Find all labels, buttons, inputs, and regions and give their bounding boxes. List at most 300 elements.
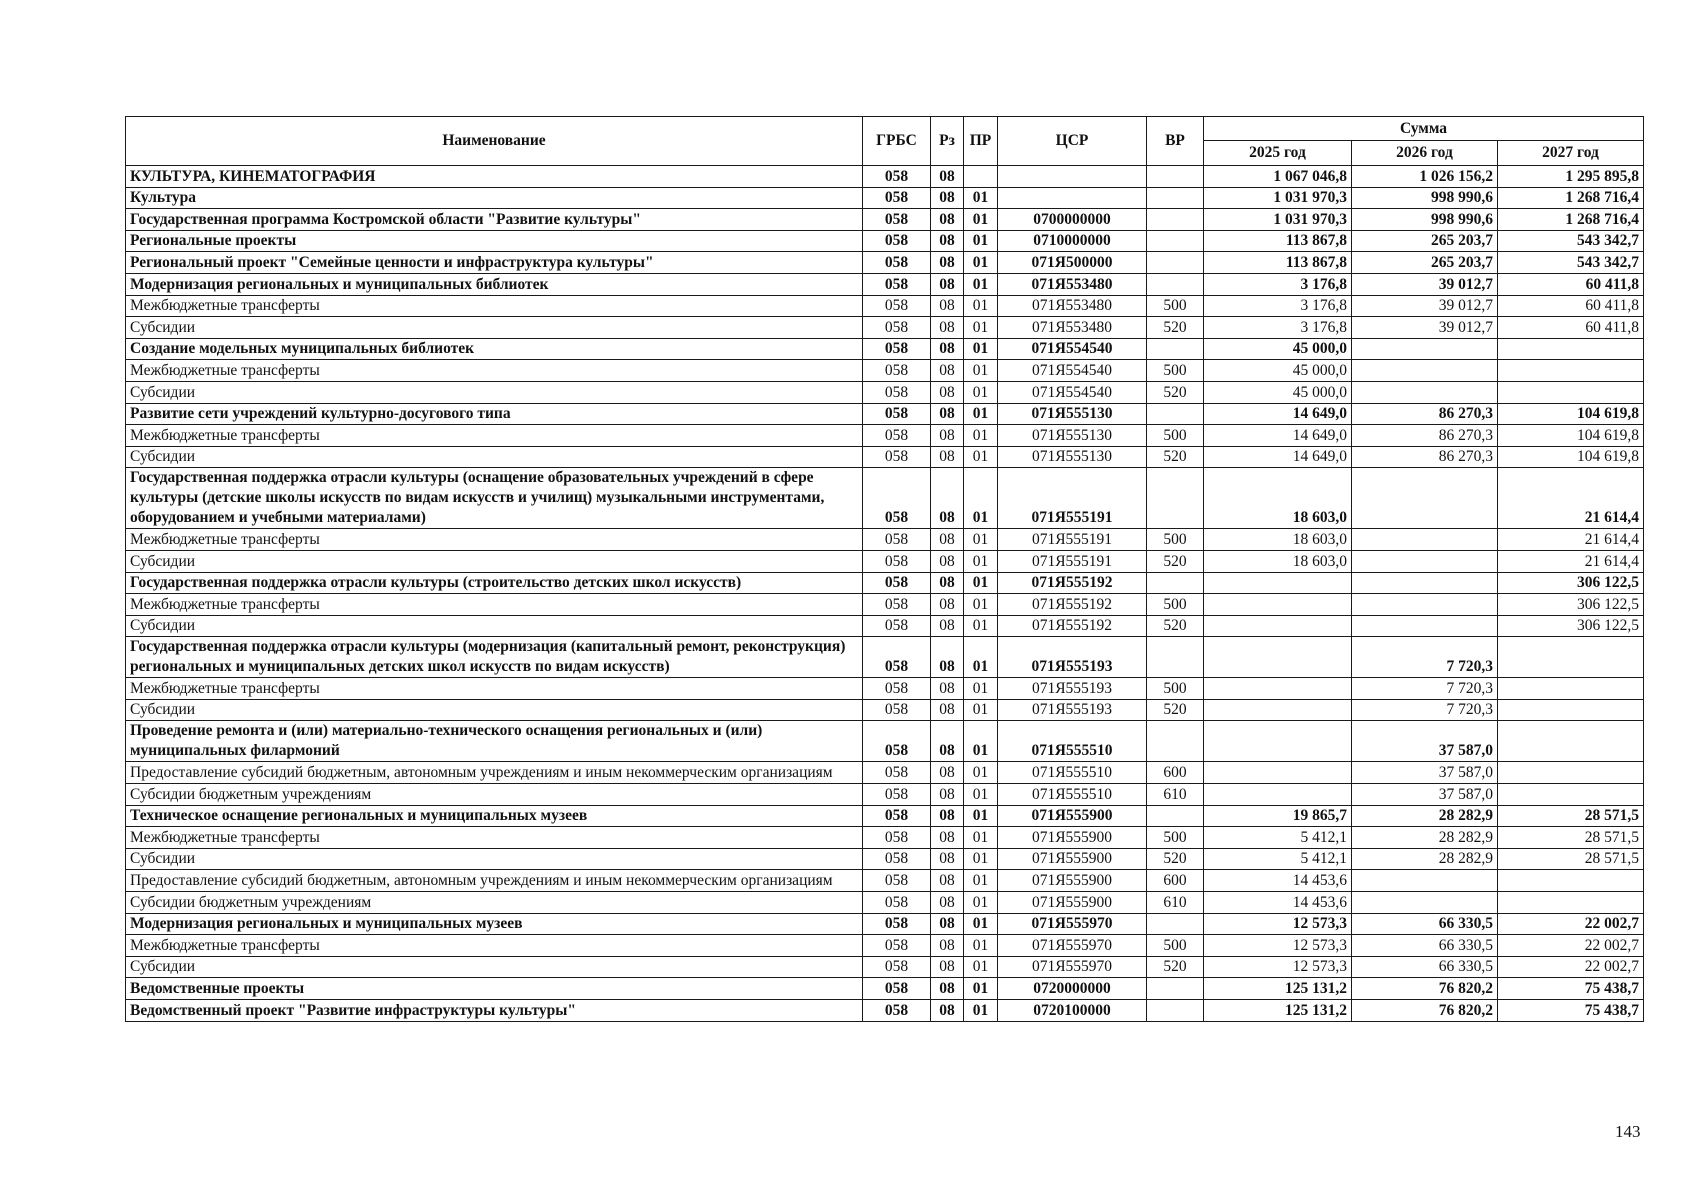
cell-2027: 22 002,7: [1498, 956, 1644, 978]
cell-2027: 1 268 716,4: [1498, 187, 1644, 209]
cell-name: Субсидии бюджетным учреждениям: [126, 784, 863, 806]
table-row: [126, 637, 1644, 678]
cell-2027: 306 122,5: [1498, 615, 1644, 637]
cell-2027: 75 438,7: [1498, 978, 1644, 1000]
cell-2026: 28 282,9: [1352, 805, 1498, 827]
cell-rz: 08: [931, 295, 964, 317]
cell-rz: 08: [931, 446, 964, 468]
table-header: [126, 117, 1644, 166]
table-row: [126, 1000, 1644, 1022]
table-row: [126, 360, 1644, 382]
cell-name: КУЛЬТУРА, КИНЕМАТОГРАФИЯ: [126, 166, 863, 188]
cell-2026: [1352, 892, 1498, 914]
cell-2027: 104 619,8: [1498, 446, 1644, 468]
cell-2026: 86 270,3: [1352, 446, 1498, 468]
cell-rz: 08: [931, 273, 964, 295]
cell-vr: [1147, 230, 1204, 252]
cell-name: Субсидии: [126, 956, 863, 978]
cell-name: Государственная поддержка отрасли культуры (оснащение образовательных учреждений в сфере культуры (детские школы искусств по видам искусств и училищ) музыкальными инструментами, оборудованием и учебными материалами): [126, 468, 863, 529]
cell-grbs: 058: [863, 572, 931, 594]
cell-vr: [1147, 978, 1204, 1000]
table-row: [126, 678, 1644, 700]
cell-2025: 1 031 970,3: [1204, 187, 1352, 209]
cell-2027: [1498, 784, 1644, 806]
cell-csr: 071Я555192: [998, 572, 1147, 594]
cell-2026: [1352, 468, 1498, 529]
cell-2027: 104 619,8: [1498, 403, 1644, 425]
table-row: [126, 338, 1644, 360]
table-row: [126, 317, 1644, 339]
table-body: [126, 166, 1644, 1022]
cell-csr: 071Я555900: [998, 892, 1147, 914]
cell-2027: 306 122,5: [1498, 594, 1644, 616]
cell-grbs: 058: [863, 892, 931, 914]
cell-2025: [1204, 572, 1352, 594]
cell-csr: [998, 166, 1147, 188]
cell-2025: 45 000,0: [1204, 360, 1352, 382]
cell-2025: [1204, 615, 1352, 637]
cell-2027: [1498, 678, 1644, 700]
cell-name: Предоставление субсидий бюджетным, автономным учреждениям и иным некоммерческим организациям: [126, 870, 863, 892]
cell-rz: 08: [931, 805, 964, 827]
cell-pr: 01: [964, 209, 998, 231]
cell-pr: 01: [964, 805, 998, 827]
cell-2027: 1 295 895,8: [1498, 166, 1644, 188]
cell-csr: 071Я555191: [998, 529, 1147, 551]
cell-rz: 08: [931, 637, 964, 678]
cell-2026: 66 330,5: [1352, 956, 1498, 978]
cell-grbs: 058: [863, 550, 931, 572]
cell-2027: 543 342,7: [1498, 252, 1644, 274]
cell-name: Региональные проекты: [126, 230, 863, 252]
cell-name: Межбюджетные трансферты: [126, 935, 863, 957]
cell-2027: 75 438,7: [1498, 1000, 1644, 1022]
cell-csr: 071Я555130: [998, 403, 1147, 425]
cell-2025: 12 573,3: [1204, 956, 1352, 978]
cell-vr: 610: [1147, 784, 1204, 806]
cell-rz: 08: [931, 572, 964, 594]
header-year-2027: 2027 год: [1498, 141, 1644, 166]
cell-pr: 01: [964, 446, 998, 468]
cell-2025: 14 649,0: [1204, 446, 1352, 468]
cell-grbs: 058: [863, 721, 931, 762]
cell-vr: 600: [1147, 870, 1204, 892]
table-row: [126, 166, 1644, 188]
cell-2026: 76 820,2: [1352, 978, 1498, 1000]
table-row: [126, 699, 1644, 721]
cell-2025: 3 176,8: [1204, 273, 1352, 295]
cell-2026: 7 720,3: [1352, 699, 1498, 721]
cell-name: Субсидии бюджетным учреждениям: [126, 892, 863, 914]
cell-grbs: 058: [863, 784, 931, 806]
cell-grbs: 058: [863, 678, 931, 700]
cell-grbs: 058: [863, 1000, 931, 1022]
cell-pr: 01: [964, 252, 998, 274]
cell-2026: 86 270,3: [1352, 425, 1498, 447]
cell-rz: 08: [931, 529, 964, 551]
cell-2025: 5 412,1: [1204, 827, 1352, 849]
cell-rz: 08: [931, 338, 964, 360]
cell-2027: 22 002,7: [1498, 913, 1644, 935]
cell-pr: 01: [964, 529, 998, 551]
cell-pr: 01: [964, 956, 998, 978]
cell-grbs: 058: [863, 230, 931, 252]
cell-2027: 28 571,5: [1498, 827, 1644, 849]
cell-2027: 60 411,8: [1498, 317, 1644, 339]
cell-csr: 071Я555193: [998, 637, 1147, 678]
cell-grbs: 058: [863, 381, 931, 403]
cell-2026: 1 026 156,2: [1352, 166, 1498, 188]
cell-vr: [1147, 187, 1204, 209]
table-row: [126, 273, 1644, 295]
cell-2026: 37 587,0: [1352, 784, 1498, 806]
cell-2026: [1352, 550, 1498, 572]
cell-2027: [1498, 892, 1644, 914]
cell-2027: [1498, 338, 1644, 360]
cell-rz: 08: [931, 848, 964, 870]
cell-rz: 08: [931, 317, 964, 339]
cell-pr: 01: [964, 762, 998, 784]
cell-rz: 08: [931, 678, 964, 700]
cell-pr: 01: [964, 678, 998, 700]
cell-2026: 998 990,6: [1352, 209, 1498, 231]
cell-2025: 14 453,6: [1204, 892, 1352, 914]
cell-csr: 0720100000: [998, 1000, 1147, 1022]
cell-vr: [1147, 721, 1204, 762]
cell-grbs: 058: [863, 848, 931, 870]
cell-rz: 08: [931, 425, 964, 447]
cell-2027: 306 122,5: [1498, 572, 1644, 594]
cell-csr: 071Я555510: [998, 721, 1147, 762]
cell-vr: 520: [1147, 317, 1204, 339]
table-row: [126, 252, 1644, 274]
cell-vr: [1147, 166, 1204, 188]
cell-pr: 01: [964, 615, 998, 637]
cell-name: Модернизация региональных и муниципальных библиотек: [126, 273, 863, 295]
cell-csr: 071Я555193: [998, 699, 1147, 721]
cell-2027: [1498, 870, 1644, 892]
cell-vr: [1147, 468, 1204, 529]
table-row: [126, 446, 1644, 468]
cell-2025: [1204, 699, 1352, 721]
cell-name: Субсидии: [126, 550, 863, 572]
cell-csr: 071Я555191: [998, 550, 1147, 572]
cell-name: Межбюджетные трансферты: [126, 529, 863, 551]
cell-name: Ведомственный проект "Развитие инфраструктуры культуры": [126, 1000, 863, 1022]
cell-name: Ведомственные проекты: [126, 978, 863, 1000]
cell-pr: 01: [964, 784, 998, 806]
header-pr: ПР: [964, 117, 998, 166]
cell-csr: 071Я555970: [998, 913, 1147, 935]
cell-pr: 01: [964, 848, 998, 870]
cell-grbs: 058: [863, 699, 931, 721]
cell-name: Субсидии: [126, 446, 863, 468]
cell-vr: 500: [1147, 594, 1204, 616]
cell-2026: 86 270,3: [1352, 403, 1498, 425]
cell-pr: 01: [964, 1000, 998, 1022]
cell-grbs: 058: [863, 637, 931, 678]
cell-2026: [1352, 615, 1498, 637]
cell-grbs: 058: [863, 425, 931, 447]
cell-csr: 071Я555192: [998, 594, 1147, 616]
cell-pr: 01: [964, 381, 998, 403]
cell-pr: 01: [964, 425, 998, 447]
header-grbs: ГРБС: [863, 117, 931, 166]
cell-rz: 08: [931, 699, 964, 721]
table-row: [126, 762, 1644, 784]
cell-rz: 08: [931, 1000, 964, 1022]
cell-2027: [1498, 360, 1644, 382]
cell-name: Предоставление субсидий бюджетным, автономным учреждениям и иным некоммерческим организациям: [126, 762, 863, 784]
cell-2026: [1352, 870, 1498, 892]
cell-grbs: 058: [863, 978, 931, 1000]
cell-2027: 21 614,4: [1498, 550, 1644, 572]
cell-2027: [1498, 381, 1644, 403]
cell-rz: 08: [931, 913, 964, 935]
cell-rz: 08: [931, 594, 964, 616]
table-row: [126, 827, 1644, 849]
table-row: [126, 529, 1644, 551]
cell-vr: 500: [1147, 827, 1204, 849]
cell-2025: 45 000,0: [1204, 381, 1352, 403]
cell-2027: 28 571,5: [1498, 848, 1644, 870]
cell-rz: 08: [931, 784, 964, 806]
cell-2026: [1352, 360, 1498, 382]
table-row: [126, 425, 1644, 447]
cell-name: Модернизация региональных и муниципальных музеев: [126, 913, 863, 935]
table-row: [126, 468, 1644, 529]
cell-2026: [1352, 572, 1498, 594]
table-row: [126, 892, 1644, 914]
cell-csr: 071Я553480: [998, 273, 1147, 295]
cell-2026: 39 012,7: [1352, 295, 1498, 317]
cell-2026: 7 720,3: [1352, 678, 1498, 700]
cell-2026: 76 820,2: [1352, 1000, 1498, 1022]
cell-2026: 265 203,7: [1352, 230, 1498, 252]
cell-pr: 01: [964, 273, 998, 295]
table-row: [126, 935, 1644, 957]
cell-2026: 37 587,0: [1352, 721, 1498, 762]
cell-rz: 08: [931, 956, 964, 978]
table-row: [126, 956, 1644, 978]
cell-vr: 520: [1147, 615, 1204, 637]
cell-2027: 28 571,5: [1498, 805, 1644, 827]
table-row: [126, 805, 1644, 827]
cell-pr: 01: [964, 935, 998, 957]
cell-2025: [1204, 637, 1352, 678]
cell-csr: 071Я554540: [998, 381, 1147, 403]
cell-csr: 071Я553480: [998, 317, 1147, 339]
table-row: [126, 550, 1644, 572]
cell-2025: 113 867,8: [1204, 230, 1352, 252]
cell-pr: 01: [964, 403, 998, 425]
cell-name: Межбюджетные трансферты: [126, 678, 863, 700]
cell-vr: 520: [1147, 550, 1204, 572]
cell-2027: 21 614,4: [1498, 529, 1644, 551]
cell-2025: 14 453,6: [1204, 870, 1352, 892]
cell-rz: 08: [931, 935, 964, 957]
cell-rz: 08: [931, 721, 964, 762]
table-row: [126, 721, 1644, 762]
cell-2025: 1 067 046,8: [1204, 166, 1352, 188]
cell-csr: 071Я555510: [998, 762, 1147, 784]
cell-name: Межбюджетные трансферты: [126, 425, 863, 447]
cell-csr: [998, 187, 1147, 209]
table-row: [126, 209, 1644, 231]
cell-2026: 28 282,9: [1352, 848, 1498, 870]
cell-pr: 01: [964, 594, 998, 616]
cell-2027: 21 614,4: [1498, 468, 1644, 529]
cell-vr: 500: [1147, 360, 1204, 382]
header-vr: ВР: [1147, 117, 1204, 166]
cell-rz: 08: [931, 615, 964, 637]
cell-grbs: 058: [863, 594, 931, 616]
cell-name: Государственная поддержка отрасли культуры (модернизация (капитальный ремонт, реконструкция) региональных и муниципальных детских школ искусств по видам искусств): [126, 637, 863, 678]
cell-pr: 01: [964, 572, 998, 594]
header-year-2025: 2025 год: [1204, 141, 1352, 166]
cell-2027: [1498, 721, 1644, 762]
table-row: [126, 187, 1644, 209]
cell-2025: 19 865,7: [1204, 805, 1352, 827]
table-row: [126, 913, 1644, 935]
cell-name: Техническое оснащение региональных и муниципальных музеев: [126, 805, 863, 827]
cell-name: Субсидии: [126, 317, 863, 339]
cell-grbs: 058: [863, 956, 931, 978]
table-row: [126, 230, 1644, 252]
cell-pr: 01: [964, 360, 998, 382]
cell-pr: [964, 166, 998, 188]
cell-csr: 071Я555193: [998, 678, 1147, 700]
cell-rz: 08: [931, 892, 964, 914]
cell-2025: 18 603,0: [1204, 468, 1352, 529]
cell-2026: 39 012,7: [1352, 317, 1498, 339]
cell-vr: 500: [1147, 935, 1204, 957]
cell-name: Межбюджетные трансферты: [126, 295, 863, 317]
cell-pr: 01: [964, 721, 998, 762]
cell-vr: 520: [1147, 848, 1204, 870]
cell-2025: [1204, 721, 1352, 762]
table-row: [126, 572, 1644, 594]
cell-2027: 22 002,7: [1498, 935, 1644, 957]
cell-csr: 071Я555130: [998, 446, 1147, 468]
cell-grbs: 058: [863, 360, 931, 382]
table-row: [126, 594, 1644, 616]
cell-2026: [1352, 338, 1498, 360]
cell-csr: 071Я553480: [998, 295, 1147, 317]
cell-2025: 125 131,2: [1204, 978, 1352, 1000]
header-rz: Рз: [931, 117, 964, 166]
cell-name: Субсидии: [126, 381, 863, 403]
cell-grbs: 058: [863, 805, 931, 827]
cell-2026: 7 720,3: [1352, 637, 1498, 678]
cell-vr: [1147, 252, 1204, 274]
cell-vr: [1147, 273, 1204, 295]
cell-2026: 66 330,5: [1352, 935, 1498, 957]
cell-grbs: 058: [863, 338, 931, 360]
cell-grbs: 058: [863, 529, 931, 551]
cell-rz: 08: [931, 762, 964, 784]
cell-2025: 125 131,2: [1204, 1000, 1352, 1022]
cell-rz: 08: [931, 827, 964, 849]
cell-vr: [1147, 913, 1204, 935]
cell-rz: 08: [931, 978, 964, 1000]
cell-pr: 01: [964, 338, 998, 360]
cell-grbs: 058: [863, 187, 931, 209]
cell-rz: 08: [931, 166, 964, 188]
cell-rz: 08: [931, 187, 964, 209]
cell-2026: 39 012,7: [1352, 273, 1498, 295]
cell-2025: [1204, 678, 1352, 700]
cell-rz: 08: [931, 381, 964, 403]
cell-2025: 3 176,8: [1204, 317, 1352, 339]
cell-grbs: 058: [863, 935, 931, 957]
cell-2025: 3 176,8: [1204, 295, 1352, 317]
cell-csr: 071Я555970: [998, 956, 1147, 978]
cell-vr: 500: [1147, 425, 1204, 447]
cell-2025: 113 867,8: [1204, 252, 1352, 274]
cell-vr: [1147, 805, 1204, 827]
table-row: [126, 295, 1644, 317]
cell-grbs: 058: [863, 273, 931, 295]
cell-pr: 01: [964, 317, 998, 339]
cell-name: Проведение ремонта и (или) материально-технического оснащения региональных и (или) муниципальных филармоний: [126, 721, 863, 762]
header-name: Наименование: [126, 117, 863, 166]
cell-2026: 265 203,7: [1352, 252, 1498, 274]
cell-2026: 66 330,5: [1352, 913, 1498, 935]
cell-2025: 18 603,0: [1204, 529, 1352, 551]
cell-csr: 071Я555510: [998, 784, 1147, 806]
cell-vr: 500: [1147, 678, 1204, 700]
cell-2025: 5 412,1: [1204, 848, 1352, 870]
cell-2027: 60 411,8: [1498, 273, 1644, 295]
cell-2027: [1498, 637, 1644, 678]
cell-grbs: 058: [863, 468, 931, 529]
page-number: 143: [1615, 1122, 1641, 1141]
cell-name: Создание модельных муниципальных библиотек: [126, 338, 863, 360]
cell-2027: 1 268 716,4: [1498, 209, 1644, 231]
cell-name: Межбюджетные трансферты: [126, 827, 863, 849]
cell-grbs: 058: [863, 913, 931, 935]
cell-name: Культура: [126, 187, 863, 209]
cell-vr: 500: [1147, 295, 1204, 317]
cell-csr: 071Я500000: [998, 252, 1147, 274]
cell-rz: 08: [931, 360, 964, 382]
cell-name: Межбюджетные трансферты: [126, 594, 863, 616]
cell-grbs: 058: [863, 403, 931, 425]
cell-rz: 08: [931, 209, 964, 231]
cell-csr: 071Я555900: [998, 870, 1147, 892]
cell-2027: 104 619,8: [1498, 425, 1644, 447]
cell-2025: 18 603,0: [1204, 550, 1352, 572]
table-row: [126, 870, 1644, 892]
table-row: [126, 784, 1644, 806]
cell-vr: 520: [1147, 956, 1204, 978]
cell-2025: [1204, 762, 1352, 784]
cell-pr: 01: [964, 978, 998, 1000]
cell-rz: 08: [931, 870, 964, 892]
cell-pr: 01: [964, 230, 998, 252]
cell-csr: 071Я555900: [998, 805, 1147, 827]
cell-csr: 0710000000: [998, 230, 1147, 252]
cell-csr: 071Я555130: [998, 425, 1147, 447]
cell-csr: 071Я555192: [998, 615, 1147, 637]
budget-table: [125, 116, 1644, 1022]
cell-rz: 08: [931, 550, 964, 572]
cell-name: Государственная программа Костромской области "Развитие культуры": [126, 209, 863, 231]
cell-name: Субсидии: [126, 848, 863, 870]
cell-2027: [1498, 699, 1644, 721]
cell-csr: 071Я554540: [998, 338, 1147, 360]
